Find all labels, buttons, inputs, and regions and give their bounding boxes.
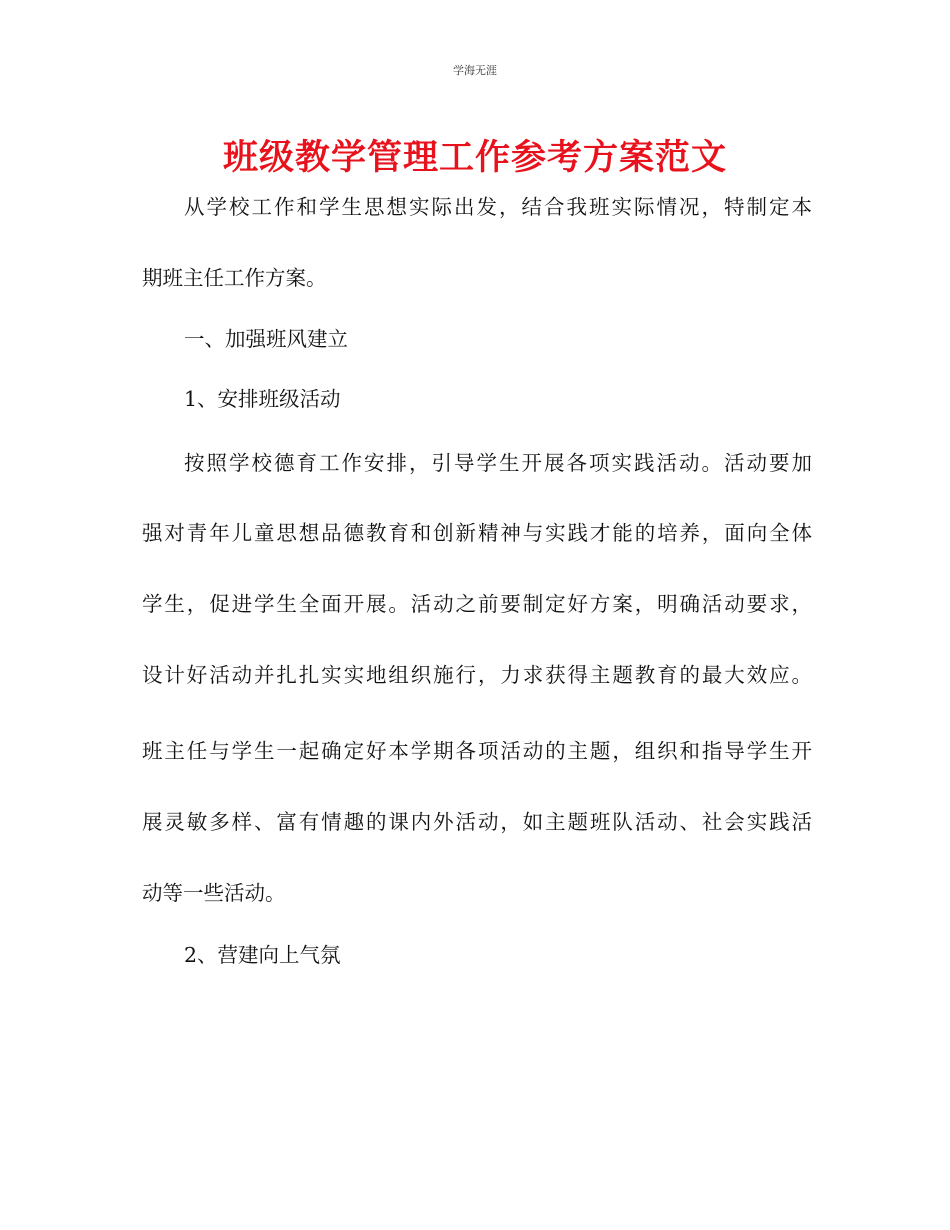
paragraph-line-6: 展灵敏多样、富有情趣的课内外活动，如主题班队活动、社会实践活 bbox=[142, 810, 812, 834]
paragraph-line-2: 强对青年儿童思想品德教育和创新精神与实践才能的培养，面向全体 bbox=[142, 521, 812, 545]
paragraph-line-1: 按照学校德育工作安排，引导学生开展各项实践活动。活动要加 bbox=[184, 451, 812, 475]
paragraph-line-5: 班主任与学生一起确定好本学期各项活动的主题，组织和指导学生开 bbox=[142, 739, 812, 763]
paragraph-line-3: 学生，促进学生全面开展。活动之前要制定好方案，明确活动要求， bbox=[142, 592, 812, 616]
item-heading-1: 1、安排班级活动 bbox=[184, 387, 341, 411]
document-title: 班级教学管理工作参考方案范文 bbox=[222, 138, 727, 178]
item-heading-2: 2、营建向上气氛 bbox=[184, 943, 341, 967]
paragraph-line-7: 动等一些活动。 bbox=[142, 881, 286, 905]
page-header: 学海无涯 bbox=[453, 64, 497, 77]
section-heading: 一、加强班风建立 bbox=[184, 327, 348, 351]
intro-line-2: 期班主任工作方案。 bbox=[142, 266, 327, 290]
paragraph-line-4: 设计好活动并扎扎实实地组织施行，力求获得主题教育的最大效应。 bbox=[142, 663, 812, 687]
intro-line-1: 从学校工作和学生思想实际出发，结合我班实际情况，特制定本 bbox=[184, 195, 812, 219]
